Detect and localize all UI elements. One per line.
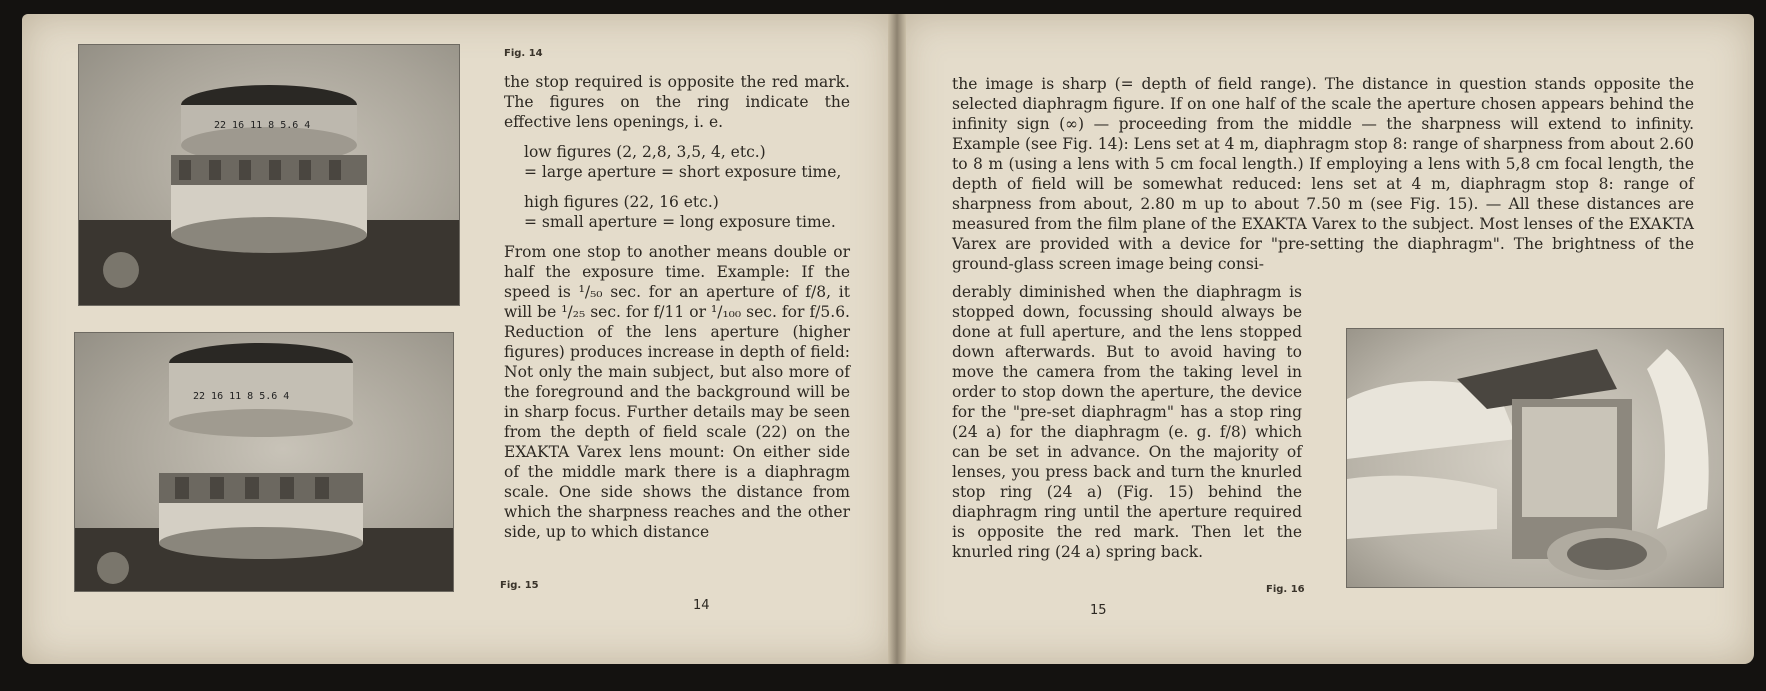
left-para-1: the stop required is opposite the red mark. The figures on the ring indicate the effective lens openings, i. e. bbox=[504, 73, 850, 131]
fig14-lens-photo bbox=[78, 44, 460, 306]
left-page-text bbox=[504, 72, 850, 542]
page-number-14: 14 bbox=[693, 598, 710, 613]
page-number-15: 15 bbox=[1090, 603, 1107, 618]
fig14-caption: Fig. 14 bbox=[504, 48, 543, 59]
fig15-lens-photo bbox=[74, 332, 454, 592]
fig15-scale-label: 22 16 11 8 5.6 4 bbox=[193, 391, 290, 402]
high-figures-line: high figures (22, 16 etc.) bbox=[524, 193, 719, 211]
right-page-top-text: the image is sharp (= depth of field range). The distance in question stands opposite the selected diaphragm figure. If on one half of the scale the aperture chosen appears behind the infinity sign (∞) — proceeding from the middle — the sharpness will extend to infinity. Example (see Fig. 14): Lens set at 4 m, diaphragm stop 8: range of sharpness from about 2.60 to 8 m (using a lens with 5 cm focal length.) If employing a lens with 5,8 cm focal length, the depth of field will be somewhat reduced: lens set at 4 m, diaphragm stop 8: range of sharpness from about, 2.80 m up to about 7.50 m (see Fig. 15). — All these distances are measured from the film plane of the EXAKTA Varex to the subject. Most lenses of the EXAKTA Varex are provided with a device for "pre-setting the diaphragm". The brightness of the ground-glass screen image being consi- bbox=[952, 75, 1695, 273]
high-figures-result: = small aperture = long exposure time. bbox=[524, 213, 836, 231]
book-gutter bbox=[888, 14, 906, 664]
right-page-column-text: derably diminished when the diaphragm is stopped down, focussing should always be done at full aperture, and the lens stopped down afterwards. But to avoid having to move the camera from the taking level in order to stop down the aperture, the device for the "pre-set diaphragm" has a stop ring (24 a) for the diaphragm (e. g. f/8) which can be set in advance. On the majority of lenses, you press back and turn the knurled stop ring (24 a) (Fig. 15) behind the diaphragm ring until the aperture required is opposite the red mark. Then let the knurled ring (24 a) spring back. bbox=[952, 283, 1302, 561]
fig16-caption: Fig. 16 bbox=[1266, 584, 1305, 595]
left-para-2: From one stop to another means double or half the exposure time. Example: If the speed is ¹/₅₀ sec. for an aperture of f/8, it will be ¹/₂₅ sec. for f/11 or ¹/₁₀₀ sec. for f/5.6. Reduction of the lens aperture (higher figures) produces increase in depth of field: Not only the main subject, but also more of the foreground and the background will be in sharp focus. Further details may be seen from the depth of field scale (22) on the EXAKTA Varex lens mount: On either side of the middle mark there is a diaphragm scale. One side shows the distance from which the sharpness reaches and the other side, up to which distance bbox=[504, 243, 850, 541]
low-figures-result: = large aperture = short exposure time, bbox=[524, 163, 842, 181]
fig14-scale-label: 22 16 11 8 5.6 4 bbox=[214, 120, 311, 131]
fig16-camera-hands-photo bbox=[1346, 328, 1724, 588]
fig15-caption: Fig. 15 bbox=[500, 580, 539, 591]
low-figures-line: low figures (2, 2,8, 3,5, 4, etc.) bbox=[524, 143, 766, 161]
